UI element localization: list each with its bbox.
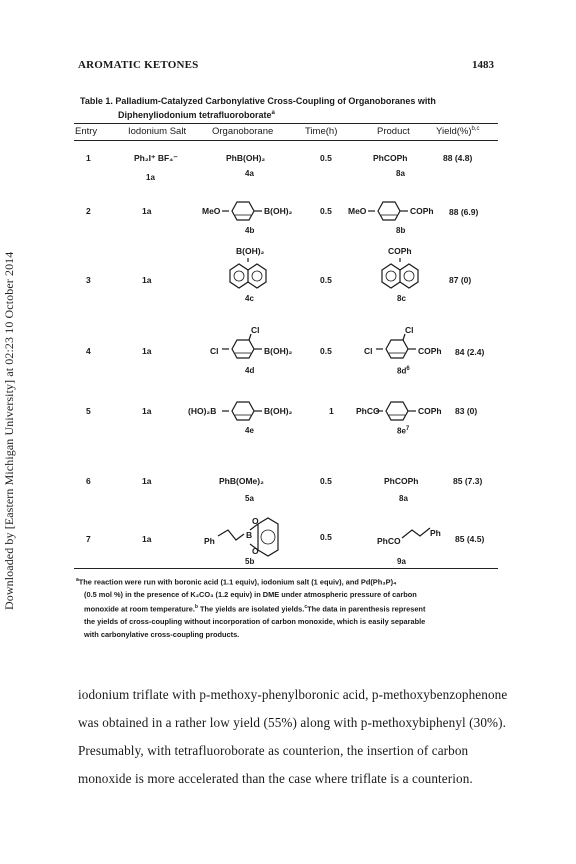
product-1: PhCOPh [373, 153, 408, 163]
body-line-3: Presumably, with tetrafluoroborate as counterion, the insertion of carbon [78, 743, 469, 758]
caption-line-2: Diphenyliodonium tetrafluoroborate [118, 110, 272, 120]
footnote-line-5: with carbonylative cross-coupling products. [84, 629, 240, 639]
time-5: 1 [329, 406, 334, 416]
boron-6: PhB(OMe)₂ [219, 476, 264, 486]
col-header-organoborane: Organoborane [212, 126, 274, 137]
benzene-ring-icon [222, 200, 262, 224]
benzene-ring-icon [376, 400, 416, 424]
product-6: PhCOPh [384, 476, 419, 486]
footnote-line-4: the yields of cross-coupling without incorporation of carbon monoxide, which is easily separable [84, 617, 426, 627]
boron-label-7: 5b [245, 557, 255, 566]
naphthalene-icon [226, 258, 270, 292]
entry-7: 7 [86, 534, 91, 544]
running-head-title: AROMATIC KETONES [78, 59, 199, 71]
boron-label-2: 4b [245, 226, 255, 235]
benzene-ring-icon [222, 400, 262, 424]
body-line-2: was obtained in a rather low yield (55%) along with p-methoxybiphenyl (30%). [78, 715, 507, 730]
boron-1: PhB(OH)₂ [226, 153, 266, 163]
boron-b-7: B [246, 530, 253, 540]
footnote-line-2: (0.5 mol %) in the presence of K₂CO₃ (1.2 equiv) in DME under atmospheric pressure of carbon [84, 589, 417, 599]
product-right-7: Ph [430, 528, 441, 538]
time-1: 0.5 [320, 153, 332, 163]
salt-1: Ph₂I⁺ BF₄⁻ [134, 153, 178, 163]
product-label-6: 8a [399, 494, 408, 503]
entry-6: 6 [86, 476, 91, 486]
table-footnotes [76, 574, 500, 641]
body-line-1: iodonium triflate with p-methoxy-phenylboronic acid, p-methoxybenzophenone [78, 687, 508, 702]
boron-top-3: B(OH)₂ [236, 246, 265, 256]
product-left-7: PhCO [377, 536, 401, 546]
boron-label-3: 4c [245, 294, 254, 303]
salt-4: 1a [142, 346, 152, 356]
boron-o2-7: O [252, 546, 259, 556]
product-left-4: Cl [364, 346, 373, 356]
yield-2: 88 (6.9) [449, 207, 479, 217]
yield-7: 85 (4.5) [455, 534, 485, 544]
chlorophenyl-ring-icon [222, 334, 262, 362]
salt-5: 1a [142, 406, 152, 416]
product-top-3: COPh [388, 246, 412, 256]
product-label-1: 8a [396, 169, 405, 178]
yield-6: 85 (7.3) [453, 476, 483, 486]
boron-left-5: (HO)₂B [188, 406, 217, 416]
time-2: 0.5 [320, 206, 332, 216]
salt-7: 1a [142, 534, 152, 544]
time-3: 0.5 [320, 275, 332, 285]
entry-3: 3 [86, 275, 91, 285]
entry-4: 4 [86, 346, 91, 356]
boron-label-6: 5a [245, 494, 254, 503]
product-right-4: COPh [418, 346, 442, 356]
product-label-7: 9a [397, 557, 406, 566]
page-number: 1483 [472, 59, 494, 71]
yield-4: 84 (2.4) [455, 347, 485, 357]
boron-right-5: B(OH)₂ [264, 406, 293, 416]
table-bottom-rule [74, 568, 498, 569]
naphthalene-icon [378, 258, 422, 292]
benzene-ring-icon [368, 200, 408, 224]
table-top-rule [74, 123, 498, 124]
boron-label-1: 4a [245, 169, 254, 178]
boron-left-2: MeO [202, 206, 221, 216]
product-right-2: COPh [410, 206, 434, 216]
entry-5: 5 [86, 406, 91, 416]
col-header-iodonium: Iodonium Salt [128, 126, 187, 137]
time-6: 0.5 [320, 476, 332, 486]
boron-label-4: 4d [245, 366, 255, 375]
entry-1: 1 [86, 153, 91, 163]
yield-1: 88 (4.8) [443, 153, 473, 163]
footnote-line-1: $^a$The reaction were run with boronic acid (1.1 equiv), iodonium salt (1 equiv), and Pd(Ph₃P)₄ [76, 577, 397, 587]
boron-left-4: Cl [210, 346, 219, 356]
product-right-5: COPh [418, 406, 442, 416]
salt-3: 1a [142, 275, 152, 285]
caption-line-1: Table 1. Palladium-Catalyzed Carbonylative Cross-Coupling of Organoboranes with [80, 96, 436, 106]
boron-o1-7: O [252, 516, 259, 526]
entry-2: 2 [86, 206, 91, 216]
product-left-2: MeO [348, 206, 367, 216]
table-caption [80, 95, 510, 121]
salt-label-1: 1a [146, 173, 155, 182]
salt-2: 1a [142, 206, 152, 216]
salt-6: 1a [142, 476, 152, 486]
boron-right-4: B(OH)₂ [264, 346, 293, 356]
time-4: 0.5 [320, 346, 332, 356]
product-label-3: 8c [397, 294, 406, 303]
chlorophenyl-ring-icon [376, 334, 416, 362]
col-header-product: Product [377, 126, 410, 137]
col-header-entry: Entry [75, 126, 98, 137]
yield-5: 83 (0) [455, 406, 478, 416]
boron-ph-7: Ph [204, 536, 215, 546]
table-header-rule [74, 140, 498, 141]
body-line-4: monoxide is more accelerated than the case where triflate is a counterion. [78, 771, 473, 786]
col-header-time: Time(h) [305, 126, 338, 137]
product-label-2: 8b [396, 226, 406, 235]
time-7: 0.5 [320, 532, 332, 542]
footnote-line-3: monoxide at room temperature.$^b$ The yields are isolated yields.$^c$The data in parenthesis represent [84, 604, 426, 614]
caption-sup: a [271, 110, 275, 116]
boron-label-5: 4e [245, 426, 254, 435]
col-header-yield: Yield(%)$^{b,c}$ [436, 126, 480, 138]
boron-right-2: B(OH)₂ [264, 206, 293, 216]
download-note: Downloaded by [Eastern Michigan University] at 02:23 10 October 2014 [2, 251, 16, 610]
product-top-4: Cl [405, 325, 414, 335]
boron-top-4: Cl [251, 325, 260, 335]
product-label-5: $8e^7$ [397, 426, 410, 436]
yield-3: 87 (0) [449, 275, 472, 285]
product-left-5: PhCO [356, 406, 380, 416]
vinyl-bond-icon [402, 526, 432, 540]
product-label-4: $8d^6$ [397, 366, 410, 376]
